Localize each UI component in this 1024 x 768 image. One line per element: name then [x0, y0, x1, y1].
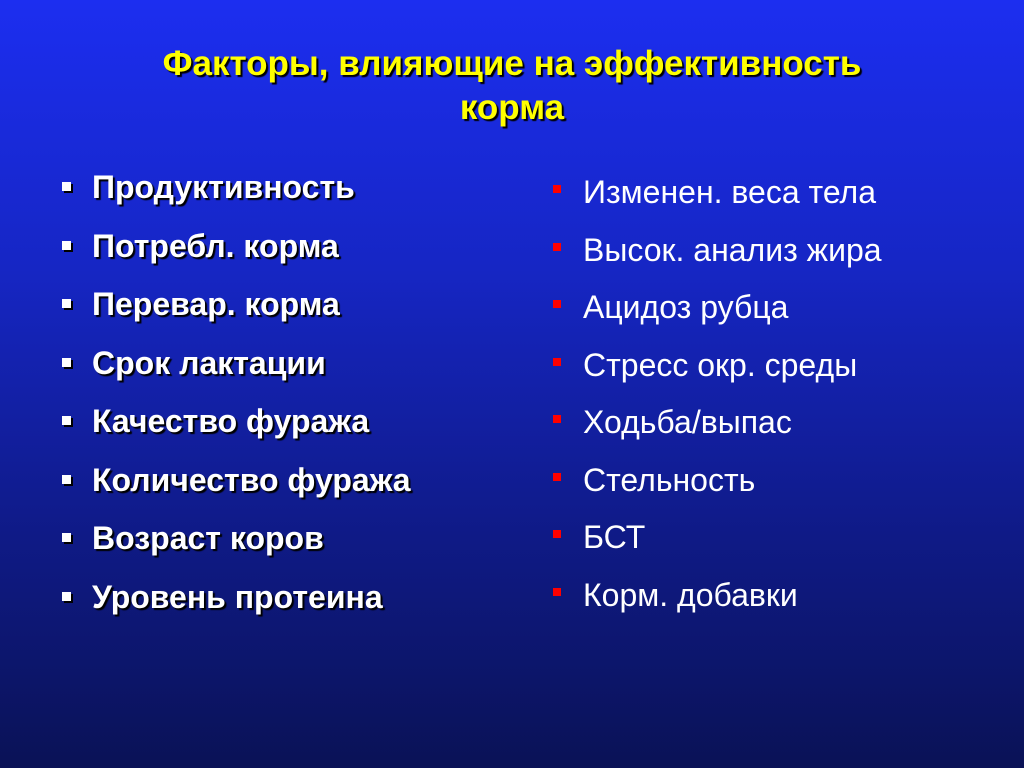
list-item-label: Стресс окр. среды — [583, 346, 858, 383]
list-item-label: Перевар. корма — [92, 286, 340, 322]
slide-title — [40, 42, 984, 130]
red-square-bullet-icon — [553, 243, 561, 251]
red-square-bullet-icon — [553, 473, 561, 481]
white-square-bullet-icon — [62, 299, 71, 308]
list-item — [62, 284, 411, 343]
red-square-bullet-icon — [553, 588, 561, 596]
red-square-bullet-icon — [553, 358, 561, 366]
list-item-label: Уровень протеина — [92, 578, 383, 615]
list-item-label: Потребл. корма — [92, 227, 339, 264]
list-item-label: Высок. анализ жира — [583, 231, 882, 268]
list-item-label: Стельность — [583, 461, 756, 498]
red-square-bullet-icon — [553, 300, 561, 308]
white-square-bullet-icon — [62, 416, 71, 425]
list-item — [62, 577, 411, 636]
white-square-bullet-icon — [62, 241, 71, 250]
list-item-label: Корм. добавки — [583, 576, 798, 613]
white-square-bullet-icon — [62, 182, 71, 191]
list-item — [553, 517, 882, 575]
white-square-bullet-icon — [62, 358, 71, 367]
white-square-bullet-icon — [62, 592, 71, 601]
list-item — [62, 226, 411, 285]
list-item-label: Изменен. веса тела — [583, 174, 877, 210]
list-item — [553, 287, 882, 345]
list-item — [62, 518, 411, 577]
list-item-label: Срок лактации — [92, 344, 326, 381]
red-square-bullet-icon — [553, 530, 561, 538]
list-item — [62, 401, 411, 460]
list-item — [553, 575, 882, 633]
red-square-bullet-icon — [553, 185, 561, 193]
white-square-bullet-icon — [62, 475, 71, 484]
list-item-label: БСТ — [583, 519, 646, 555]
list-item — [553, 345, 882, 403]
list-item — [553, 230, 882, 288]
list-item-label: Продуктивность — [92, 169, 355, 205]
left-factor-list — [62, 167, 411, 635]
list-item — [62, 167, 411, 226]
list-item — [553, 172, 882, 230]
white-square-bullet-icon — [62, 533, 71, 542]
list-item — [62, 460, 411, 519]
list-item-label: Возраст коров — [92, 520, 324, 556]
list-item-label: Количество фуража — [92, 461, 411, 498]
list-item-label: Ходьба/выпас — [583, 404, 792, 440]
list-item-label: Ацидоз рубца — [583, 289, 789, 325]
slide-title-line-1: Факторы, влияющие на эффективность — [162, 44, 862, 83]
slide-title-line-2: корма — [459, 88, 565, 127]
right-factor-list — [553, 172, 882, 632]
list-item — [62, 343, 411, 402]
list-item — [553, 460, 882, 518]
list-item-label: Качество фуража — [92, 403, 370, 439]
red-square-bullet-icon — [553, 415, 561, 423]
list-item — [553, 402, 882, 460]
